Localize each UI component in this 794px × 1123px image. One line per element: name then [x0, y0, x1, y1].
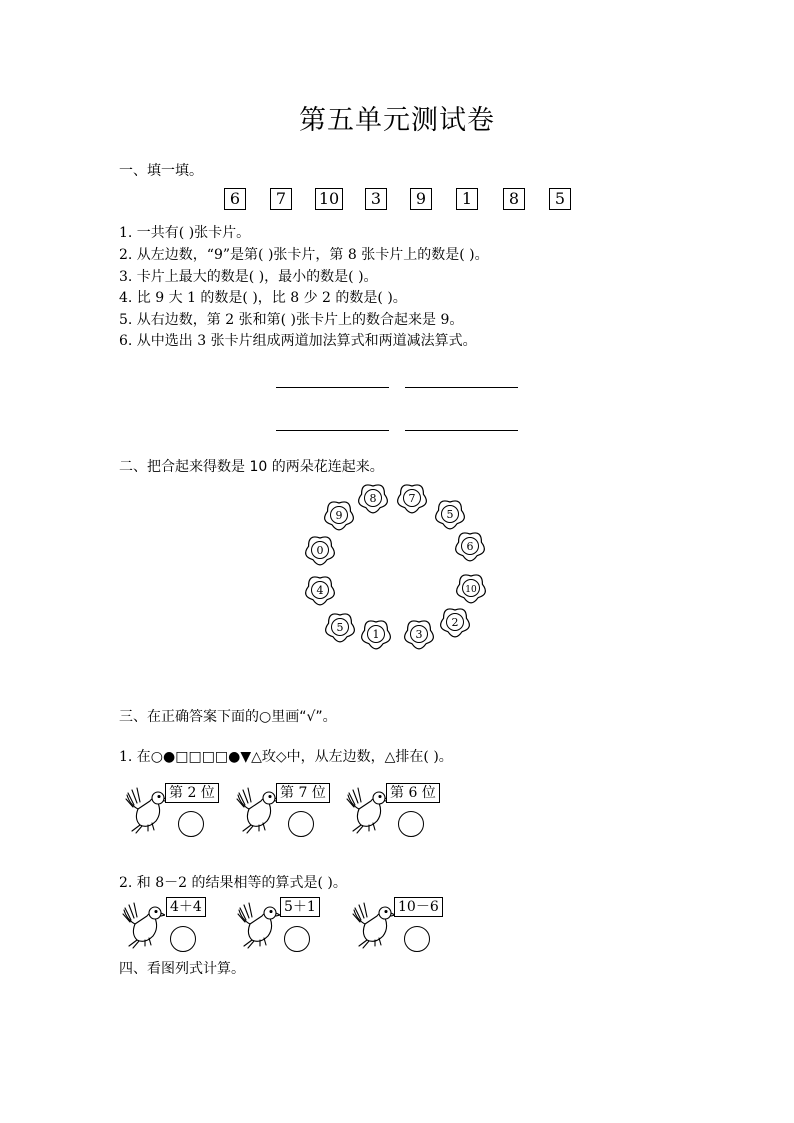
answer-blank[interactable] — [405, 387, 518, 388]
answer-circle[interactable] — [284, 926, 310, 952]
number-card: 1 — [456, 188, 478, 210]
number-card: 3 — [365, 188, 387, 210]
option-label: 第 6 位 — [386, 783, 440, 803]
section-1-heading: 一、填一填。 — [119, 163, 203, 179]
question-1-5: 5. 从右边数，第 2 张和第( )张卡片上的数合起来是 9。 — [119, 312, 464, 328]
question-3-2: 2. 和 8－2 的结果相等的算式是( )。 — [119, 875, 347, 891]
flower-0[interactable] — [306, 537, 335, 565]
pigeon-icon — [124, 783, 168, 835]
flower-4[interactable] — [306, 577, 335, 605]
flower-3[interactable] — [405, 621, 434, 649]
flower-label: 4 — [316, 584, 324, 597]
question-1-2: 2. 从左边数，“9”是第( )张卡片，第 8 张卡片上的数是( )。 — [119, 247, 489, 263]
question-3-1: 1. 在○●□□□□●▼△玫◇中，从左边数，△排在( )。 — [119, 749, 453, 765]
option-label: 4＋4 — [166, 897, 206, 917]
pigeon-icon — [345, 783, 389, 835]
answer-circle[interactable] — [404, 926, 430, 952]
option-label: 第 2 位 — [165, 783, 219, 803]
answer-blank[interactable] — [405, 430, 518, 431]
question-1-3: 3. 卡片上最大的数是( )，最小的数是( )。 — [119, 269, 378, 285]
answer-blank[interactable] — [276, 430, 389, 431]
number-card: 7 — [270, 188, 292, 210]
question-1-1: 1. 一共有( )张卡片。 — [119, 225, 251, 241]
flower-5[interactable] — [326, 614, 355, 642]
option-label: 第 7 位 — [276, 783, 330, 803]
answer-circle[interactable] — [288, 811, 314, 837]
answer-circle[interactable] — [178, 811, 204, 837]
flower-2[interactable] — [441, 609, 470, 637]
flower-6[interactable] — [456, 533, 485, 561]
answer-blank[interactable] — [276, 387, 389, 388]
section-2-heading: 二、把合起来得数是 10 的两朵花连起来。 — [119, 459, 384, 475]
flower-label: 5 — [446, 508, 454, 521]
number-card: 10 — [315, 188, 343, 210]
flower-label: 9 — [335, 509, 343, 522]
flower-7[interactable] — [398, 485, 427, 513]
flower-10[interactable] — [457, 575, 486, 603]
option-label: 5＋1 — [280, 897, 320, 917]
flower-label: 7 — [408, 492, 416, 505]
number-card: 8 — [503, 188, 525, 210]
flower-label: 2 — [451, 616, 459, 629]
flower-ring — [290, 472, 505, 664]
flower-label: 6 — [466, 540, 474, 553]
number-card: 5 — [549, 188, 571, 210]
flower-label: 10 — [465, 585, 477, 595]
number-card: 9 — [410, 188, 432, 210]
pigeon-icon — [236, 898, 280, 950]
question-1-4: 4. 比 9 大 1 的数是( )，比 8 少 2 的数是( )。 — [119, 290, 407, 306]
section-3-heading: 三、在正确答案下面的○里画“√”。 — [119, 709, 337, 725]
answer-circle[interactable] — [170, 926, 196, 952]
pigeon-icon — [351, 898, 395, 950]
section-4-heading: 四、看图列式计算。 — [119, 961, 245, 977]
flower-label: 0 — [316, 544, 324, 557]
flower-5[interactable] — [436, 501, 465, 529]
pigeon-icon — [121, 898, 165, 950]
number-card: 6 — [224, 188, 246, 210]
page-title: 第五单元测试卷 — [299, 105, 495, 136]
flower-label: 1 — [372, 628, 380, 641]
flower-label: 5 — [336, 621, 344, 634]
answer-circle[interactable] — [398, 811, 424, 837]
flower-label: 8 — [369, 492, 377, 505]
option-label: 10－6 — [394, 897, 443, 917]
flower-1[interactable] — [362, 621, 391, 649]
pigeon-icon — [235, 783, 279, 835]
flower-8[interactable] — [359, 485, 388, 513]
question-1-6: 6. 从中选出 3 张卡片组成两道加法算式和两道减法算式。 — [119, 333, 477, 349]
flower-9[interactable] — [325, 502, 354, 530]
flower-label: 3 — [415, 628, 423, 641]
